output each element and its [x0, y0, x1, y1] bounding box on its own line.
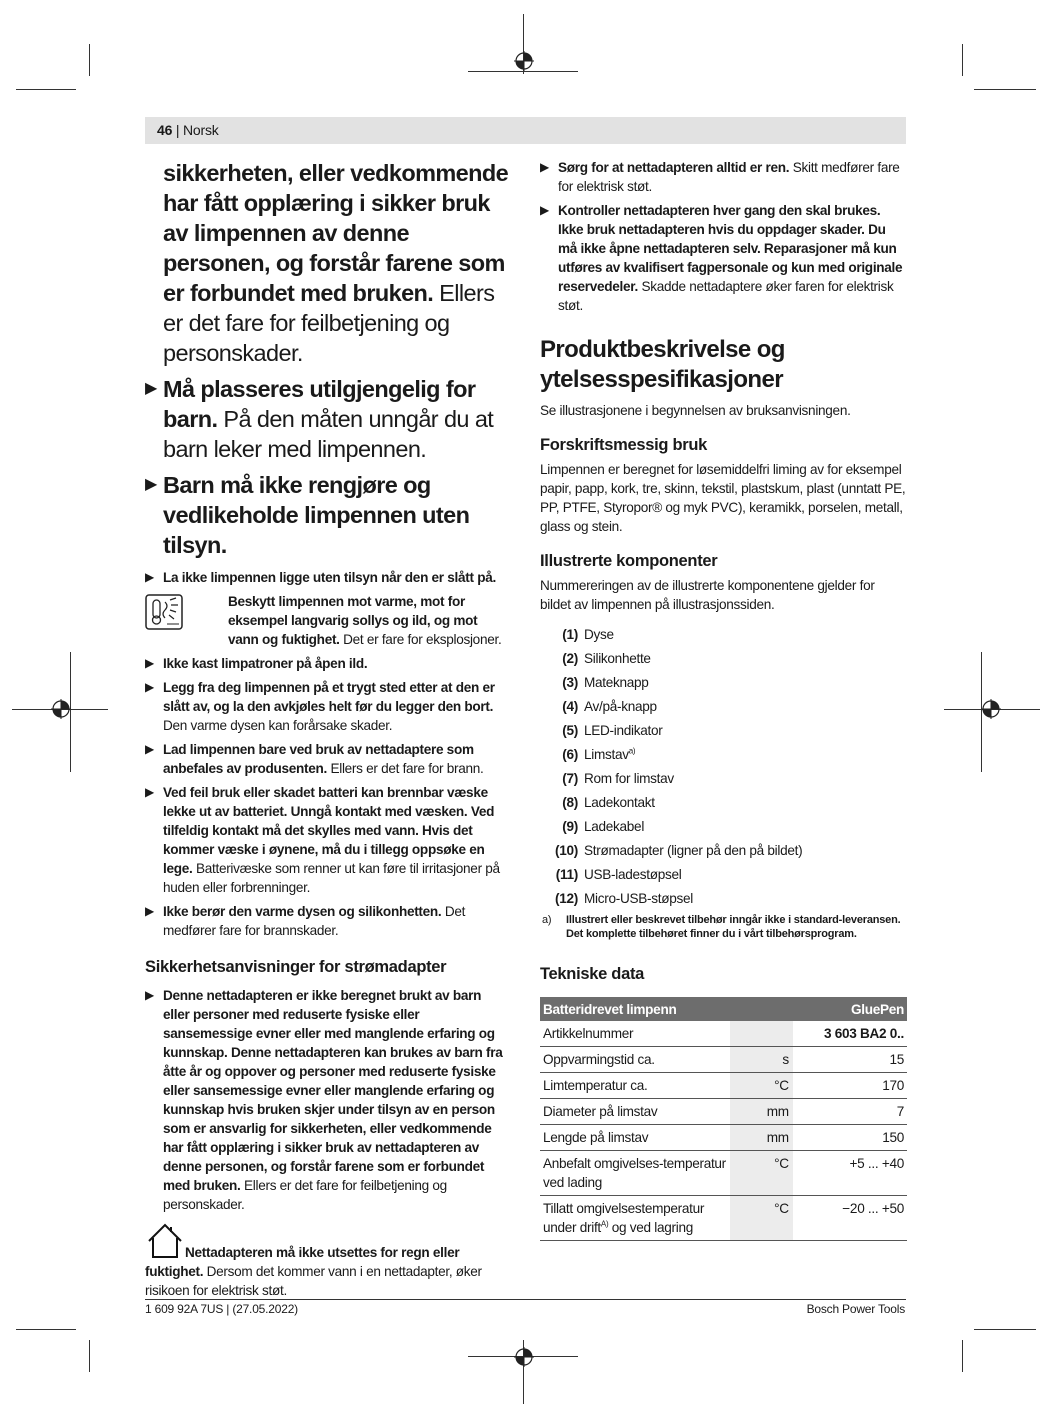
- table-row: [540, 1099, 907, 1125]
- table-cell-value: 3 603 BA2 0..: [793, 1021, 907, 1047]
- table-cell-label: Diameter på limstav: [540, 1099, 730, 1125]
- component-item: (7) Rom for limstav: [562, 771, 674, 786]
- table-cell-value: 150: [793, 1125, 907, 1151]
- rain-warning: Nettadapteren må ikke utsettes for regn eller fuktighet. Dersom det kommer vann i en nettadapter, øker risikoen for elektrisk støt.: [145, 1224, 511, 1300]
- bullet-triangle-icon: ▶: [145, 656, 154, 670]
- table-row: [540, 1047, 907, 1073]
- warning-item: ▶ Ved feil bruk eller skadet batteri kan brennbar væske lekke ut av batteriet. Unngå kontakt med væsken. Ved tilfeldig kontakt må det skylles med vann. Hvis det kommer væske i øynene, må du i tillegg oppsøke en lege. Batterivæske som renner ut kan føre til irritasjoner på huden eller forbrenninger.: [145, 785, 500, 895]
- table-row: [540, 1196, 907, 1241]
- table-cell-unit: s: [730, 1047, 793, 1073]
- bullet-triangle-icon: ▶: [540, 160, 549, 174]
- footer-brand: Bosch Power Tools: [806, 1302, 905, 1316]
- house-indoor-use-icon: [145, 1223, 185, 1261]
- table-header-row: [540, 997, 907, 1021]
- table-row: [540, 1073, 907, 1099]
- component-item: (12) Micro-USB-støpsel: [555, 891, 693, 906]
- page-number: 46: [157, 122, 173, 138]
- table-cell-label: Tillatt omgivelsestemperatur under drift$^{A)}$ og ved lagring: [540, 1196, 730, 1241]
- component-item: (4) Av/på-knapp: [562, 699, 657, 714]
- components-intro: Nummereringen av de illustrerte komponentene gjelder for bildet av limpennen på illustrasjonssiden.: [540, 578, 875, 612]
- section-title: Produktbeskrivelse og ytelsesspesifikasjoner: [540, 336, 785, 393]
- registration-mark-icon: [514, 51, 534, 71]
- big-warning-item: ▶ Må plasseres utilgjengelig for barn. På den måten unngår du at barn leker med limpennen.: [145, 376, 494, 462]
- component-item: (3) Mateknapp: [562, 675, 649, 690]
- header-label: 46 | Norsk: [157, 122, 219, 138]
- table-cell-label: Limtemperatur ca.: [540, 1073, 730, 1099]
- warning-item: ▶ Kontroller nettadapteren hver gang den skal brukes. Ikke bruk nettadapteren hvis du oppdager skader. Du må ikke åpne nettadapteren selv. Reparasjoner må kun utføres av kvalifisert fagpersonale og kun med originale reservedeler. Skadde nettadaptere øker faren for elektrisk støt.: [540, 203, 903, 313]
- registration-mark-icon: [981, 699, 1001, 719]
- bullet-triangle-icon: ▶: [145, 476, 157, 493]
- warning-item: ▶ La ikke limpennen ligge uten tilsyn når den er slått på.: [145, 570, 496, 585]
- warning-item: ▶ Legg fra deg limpennen på et trygt sted etter at den er slått av, og la den avkjøles helt før du legger den bort. Den varme dysen kan forårsake skader.: [145, 680, 495, 733]
- table-cell-value: +5 ... +40: [793, 1151, 907, 1196]
- table-cell-unit: °C: [730, 1073, 793, 1099]
- bullet-triangle-icon: ▶: [145, 988, 154, 1002]
- table-cell-value: 15: [793, 1047, 907, 1073]
- big-warning-item: ▶ Barn må ikke rengjøre og vedlikeholde limpennen uten tilsyn.: [145, 472, 470, 558]
- table-row: [540, 1151, 907, 1196]
- intro-paragraph: sikkerheten, eller vedkommende har fått opplæring i sikker bruk av limpennen av denne personen, og forstår farene som er forbundet med bruken. Ellers er det fare for feilbetjening og personskader.: [163, 160, 509, 366]
- footer-divider: [145, 1299, 906, 1300]
- table-header-product-type: Batteridrevet limpenn: [540, 997, 793, 1021]
- table-cell-value: 7: [793, 1099, 907, 1125]
- table-cell-unit: [730, 1021, 793, 1047]
- language-label: Norsk: [183, 122, 219, 138]
- components-list: [540, 623, 907, 911]
- warning-item: ▶ Lad limpennen bare ved bruk av nettadaptere som anbefales av produsenten. Ellers er det fare for brann.: [145, 742, 484, 776]
- component-item: (9) Ladekabel: [562, 819, 645, 834]
- warning-item: ▶ Denne nettadapteren er ikke beregnet brukt av barn eller personer med reduserte fysiske eller sansemessige evner eller med manglende erfaring og kunnskap. Denne nettadapteren kan brukes av barn fra åtte år og oppover og personer med reduserte fysiske eller sansemessige evner eller manglende erfaring og kunnskap hvis bruken skjer under tilsyn av en person som er ansvarlig for sikkerheten, eller vedkommende har fått opplæring i sikker bruk av nettadapteren av denne personen, og forstår farene som er forbundet med bruken. Ellers er det fare for feilbetjening og personskader.: [145, 988, 503, 1212]
- heat-warning: Beskytt limpennen mot varme, mot for eksempel langvarig sollys og ild, og mot vann og fuktighet. Det er fare for eksplosjoner.: [145, 592, 511, 649]
- heat-sun-warning-icon: [145, 594, 183, 630]
- intended-use-text: Limpennen er beregnet for løsemiddelfri liming av for eksempel papir, papp, kork, tre, skinn, tekstil, plastskum, plast (unntatt PE, PP, PTFE, Styropor® og myk PVC), keramikk, porselen, metall, glass og stein.: [540, 462, 906, 534]
- bullet-triangle-icon: ▶: [145, 380, 157, 397]
- table-cell-label: Artikkelnummer: [540, 1021, 730, 1047]
- footer-doc-id: 1 609 92A 7US | (27.05.2022): [145, 1302, 298, 1316]
- left-column: [145, 158, 511, 1305]
- bullet-triangle-icon: ▶: [145, 680, 154, 694]
- tech-data-heading: Tekniske data: [540, 965, 645, 983]
- bullet-triangle-icon: ▶: [145, 742, 154, 756]
- component-item: (10) Strømadapter (ligner på den på bildet): [555, 843, 803, 858]
- component-item: (2) Silikonhette: [562, 651, 651, 666]
- tech-data-table: [540, 997, 907, 1241]
- bullet-triangle-icon: ▶: [540, 203, 549, 217]
- table-cell-value: −20 ... +50: [793, 1196, 907, 1241]
- table-cell-label: Oppvarmingstid ca.: [540, 1047, 730, 1073]
- bullet-triangle-icon: ▶: [145, 785, 154, 799]
- warning-item: ▶ Sørg for at nettadapteren alltid er ren. Skitt medfører fare for elektrisk støt.: [540, 160, 900, 194]
- table-row: [540, 1125, 907, 1151]
- component-item: (11) USB-ladestøpsel: [555, 867, 682, 882]
- registration-mark-icon: [514, 1347, 534, 1367]
- table-cell-unit: °C: [730, 1151, 793, 1196]
- bullet-triangle-icon: ▶: [145, 570, 154, 584]
- component-item: (1) Dyse: [562, 627, 614, 642]
- component-item: (5) LED-indikator: [562, 723, 663, 738]
- table-cell-label: Lengde på limstav: [540, 1125, 730, 1151]
- table-cell-unit: mm: [730, 1099, 793, 1125]
- warning-item: ▶ Ikke berør den varme dysen og silikonhetten. Det medfører fare for brannskader.: [145, 904, 466, 938]
- table-header-model: GluePen: [793, 997, 907, 1021]
- warning-item: ▶ Ikke kast limpatroner på åpen ild.: [145, 656, 368, 671]
- section-intro: Se illustrasjonene i begynnelsen av bruksanvisningen.: [540, 403, 851, 418]
- right-column: [540, 158, 907, 1241]
- registration-mark-icon: [51, 699, 71, 719]
- table-cell-unit: mm: [730, 1125, 793, 1151]
- bullet-triangle-icon: ▶: [145, 904, 154, 918]
- intended-use-heading: Forskriftsmessig bruk: [540, 436, 708, 454]
- component-item: (8) Ladekontakt: [562, 795, 655, 810]
- table-cell-value: 170: [793, 1073, 907, 1099]
- adapter-safety-heading: Sikkerhetsanvisninger for strømadapter: [145, 958, 447, 976]
- component-item: (6) Limstav$^{a)}$: [562, 746, 636, 762]
- table-cell-label: Anbefalt omgivelses-temperatur ved lading: [540, 1151, 730, 1196]
- table-cell-unit: °C: [730, 1196, 793, 1241]
- components-heading: Illustrerte komponenter: [540, 552, 718, 570]
- table-row: [540, 1021, 907, 1047]
- footnote: a) Illustrert eller beskrevet tilbehør inngår ikke i standard-leveransen. Det komplette tilbehøret finner du i vårt tilbehørsprogram.: [542, 914, 901, 940]
- page-header: [145, 117, 906, 144]
